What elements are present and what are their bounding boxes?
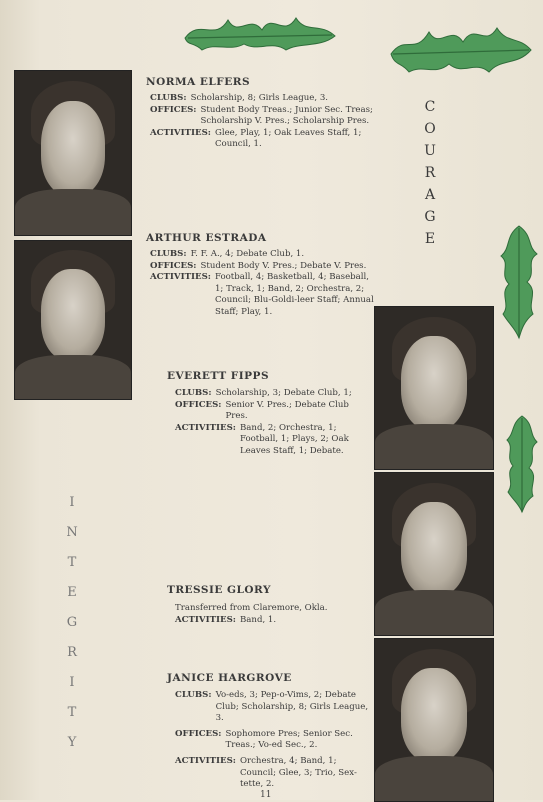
vertical-word-courage [420,96,440,250]
portrait-photo [374,306,494,470]
student-entry [175,603,370,626]
vertical-letter: I [69,495,75,510]
clubs-text: Scholarship, 8; Girls League, 3. [190,93,329,103]
offices-label: OFFICES: [150,260,197,271]
activities-text: Band, 1. [239,614,277,625]
clubs-text: Vo-eds, 3; Pep-o-Vims, 2; Debate Club; Scholarship, 8; Girls League, 3. [215,690,369,724]
portrait-photo [374,638,494,802]
clubs-text: Scholarship, 3; Debate Club, 1; [215,388,352,398]
note-text: Transferred from Claremore, Okla. [175,603,328,613]
student-entry [175,690,370,791]
offices-text: Student Body Treas.; Junior Sec. Treas; Scholarship V. Pres.; Scholarship Pres. [200,104,373,127]
activities-label: ACTIVITIES: [175,614,236,625]
clubs-label: CLUBS: [175,388,212,398]
activities-text: Band, 2; Orchestra, 1; Football, 1; Plays, 2; Oak Leaves Staff, 1; Debate. [239,422,349,456]
activities-label: ACTIVITIES: [175,422,236,433]
student-entry [150,93,375,151]
portrait-photo [374,472,494,636]
activities-label: ACTIVITIES: [150,127,211,138]
activities-text: Orchestra, 4; Band, 1; Council; Glee, 3; Trio, Sex-tette, 2. [239,755,357,790]
vertical-letter: N [66,525,78,540]
vertical-letter: Y [67,735,77,750]
offices-text: Senior V. Pres.; Debate Club Pres. [225,399,349,422]
offices-label: OFFICES: [150,104,197,115]
student-entry [175,388,370,458]
student-name: JANICE HARGROVE [167,672,292,684]
clubs-label: CLUBS: [175,690,212,700]
vertical-letter: T [67,705,77,720]
vertical-letter: R [424,165,436,181]
clubs-label: CLUBS: [150,93,187,103]
page-number: 11 [260,790,272,800]
oak-leaf-icon [180,8,340,54]
vertical-letter: R [67,645,77,660]
offices-text: Student Body V. Pres.; Debate V. Pres. [200,260,367,271]
clubs-label: CLUBS: [150,249,187,259]
vertical-letter: O [424,121,436,137]
vertical-letter: C [424,99,436,115]
oak-leaf-icon [503,412,541,514]
activities-label: ACTIVITIES: [175,755,236,766]
activities-text: Glee, Play, 1; Oak Leaves Staff, 1; Council, 1. [214,127,362,150]
oak-leaf-icon [385,14,535,84]
offices-label: OFFICES: [175,399,222,410]
vertical-letter: T [67,555,77,570]
student-name: TRESSIE GLORY [167,584,271,596]
vertical-letter: E [67,585,77,600]
vertical-letter: A [424,187,436,203]
vertical-letter: G [424,209,436,225]
vertical-letter: U [424,143,436,159]
activities-text: Football, 4; Basketball, 4; Baseball, 1; Track, 1; Band, 2; Orchestra, 2; Council; Blu-Goldi-leer Staff; Annual Staff; Play, 1. [214,272,374,317]
vertical-letter: G [66,615,78,630]
portrait-photo [14,70,132,236]
activities-label: ACTIVITIES: [150,272,211,283]
vertical-letter: E [424,231,436,247]
student-name: ARTHUR ESTRADA [146,232,267,244]
vertical-letter: I [69,675,75,690]
oak-leaf-icon [497,222,541,340]
vertical-word-integrity [62,488,82,758]
portrait-photo [14,240,132,400]
student-entry [150,249,375,319]
student-name: NORMA ELFERS [146,76,251,88]
offices-text: Sophomore Pres; Senior Sec. Treas.; Vo-ed Sec., 2. [225,728,353,751]
clubs-text: F. F. A., 4; Debate Club, 1. [190,249,305,259]
offices-label: OFFICES: [175,728,222,739]
student-name: EVERETT FIPPS [167,370,270,382]
